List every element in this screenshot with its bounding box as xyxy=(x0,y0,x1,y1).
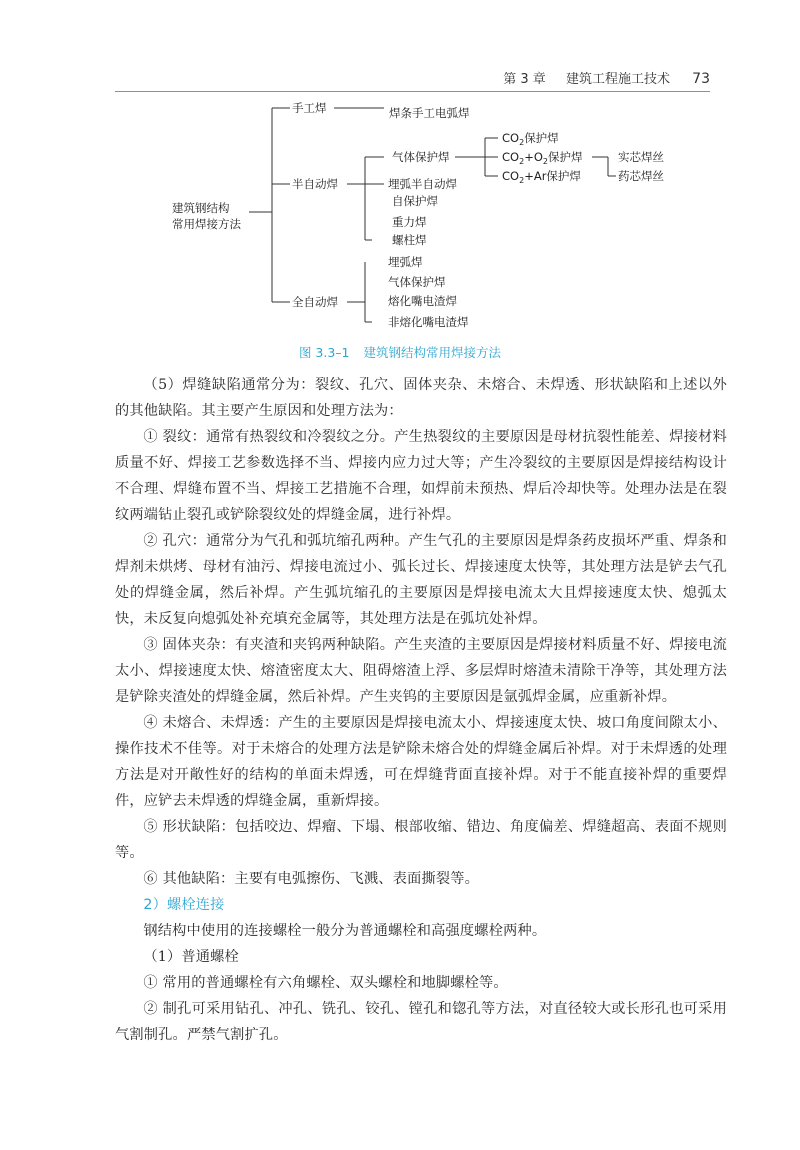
paragraph-cracks: ① 裂纹：通常有热裂纹和冷裂纹之分。产生热裂纹的主要原因是母材抗裂性能差、焊接材料质量不好、焊接工艺参数选择不当、焊接内应力过大等；产生冷裂纹的主要原因是焊接结构设计不合理、焊缝布置不当、焊接工艺措施不合理，如焊前未预热、焊后冷却快等。处理办法是在裂纹两端钻止裂孔或铲除裂纹处的焊缝金属，进行补焊。 xyxy=(115,429,727,523)
figure-caption xyxy=(0,343,800,361)
paragraph-ordinary-bolt-kinds: ① 常用的普通螺栓有六角螺栓、双头螺栓和地脚螺栓等。 xyxy=(143,975,508,991)
root-label-line2: 常用焊接方法 xyxy=(172,217,241,231)
root-label-line1: 建筑钢结构 xyxy=(172,201,230,215)
flux-cored-wire-label: 药芯焊丝 xyxy=(618,169,664,183)
paragraph-other-defects: ⑥ 其他缺陷：主要有电弧擦伤、飞溅、表面撕裂等。 xyxy=(143,871,480,887)
co2-o2-weld: $CO_2+O_2$保护焊 xyxy=(502,150,583,166)
semi-auto-weld-label: 半自动焊 xyxy=(292,177,338,191)
solid-wire-label: 实芯焊丝 xyxy=(618,150,664,164)
auto-item-1: 埋弧焊 xyxy=(388,255,423,269)
paragraph-inclusions: ③ 固体夹杂：有夹渣和夹钨两种缺陷。产生夹渣的主要原因是焊接材料质量不好、焊接电流太小、焊接速度太快、熔渣密度太大、阻碍熔渣上浮、多层焊时熔渣未清除干净等，其处理方法是铲除夹渣处的焊缝金属，然后补焊。产生夹钨的主要原因是氩弧焊金属，应重新补焊。 xyxy=(115,637,727,705)
semi-item-3: 重力焊 xyxy=(392,215,427,229)
auto-item-4: 非熔化嘴电渣焊 xyxy=(388,315,469,329)
paragraph-hole-making: ② 制孔可采用钻孔、冲孔、铣孔、铰孔、镗孔和锪孔等方法，对直径较大或长形孔也可采用气割制孔。严禁气割扩孔。 xyxy=(115,1001,727,1043)
page-number: 73 xyxy=(692,71,710,87)
auto-item-3: 熔化嘴电渣焊 xyxy=(388,294,457,308)
manual-weld-label: 手工焊 xyxy=(292,101,327,115)
semi-item-4: 螺柱焊 xyxy=(392,233,427,247)
figure-number: 图 3.3–1 xyxy=(298,345,350,360)
co2-ar-weld: $CO_2+Ar$保护焊 xyxy=(502,169,581,185)
figure-title: 建筑钢结构常用焊接方法 xyxy=(363,345,502,360)
auto-weld-label: 全自动焊 xyxy=(292,295,338,309)
body-text xyxy=(115,372,727,1048)
paragraph-defects-intro: （5）焊缝缺陷通常分为：裂纹、孔穴、固体夹杂、未熔合、未焊透、形状缺陷和上述以外的其他缺陷。其主要产生原因和处理方法为： xyxy=(115,377,727,419)
chapter-label: 第 3 章 xyxy=(503,72,546,87)
paragraph-shape-defects: ⑤ 形状缺陷：包括咬边、焊瘤、下塌、根部收缩、错边、角度偏差、焊缝超高、表面不规则等。 xyxy=(115,819,727,861)
subheading-ordinary-bolts: （1）普通螺栓 xyxy=(143,949,239,965)
gas-shielded-label: 气体保护焊 xyxy=(392,150,450,164)
co2-weld: $CO_2$保护焊 xyxy=(502,131,559,147)
paragraph-lack-of-fusion: ④ 未熔合、未焊透：产生的主要原因是焊接电流太小、焊接速度太快、坡口角度间隙太小、操作技术不佳等。对于未熔合的处理方法是铲除未熔合处的焊缝金属后补焊。对于未焊透的处理方法是对开敞性好的结构的单面未焊透，可在焊缝背面直接补焊。对于不能直接补焊的重要焊件，应铲去未焊透的焊缝金属，重新焊接。 xyxy=(115,715,727,809)
semi-item-1: 埋弧半自动焊 xyxy=(388,177,457,191)
auto-item-2: 气体保护焊 xyxy=(388,275,446,289)
chapter-title: 建筑工程施工技术 xyxy=(566,72,671,87)
paragraph-bolt-types: 钢结构中使用的连接螺栓一般分为普通螺栓和高强度螺栓两种。 xyxy=(143,923,547,939)
paragraph-cavities: ② 孔穴：通常分为气孔和弧坑缩孔两种。产生气孔的主要原因是焊条药皮损坏严重、焊条和焊剂未烘烤、母材有油污、焊接电流过小、弧长过长、焊接速度太快等，其处理方法是铲去气孔处的焊缝金属，然后补焊。产生弧坑缩孔的主要原因是焊接电流太大且焊接速度太快、熄弧太快，未反复向熄弧处补充填充金属等，其处理方法是在弧坑处补焊。 xyxy=(115,533,727,627)
manual-weld-item: 焊条手工电弧焊 xyxy=(389,106,470,120)
welding-methods-diagram xyxy=(0,0,800,340)
section-heading-bolts: 2）螺栓连接 xyxy=(143,897,225,913)
semi-item-2: 自保护焊 xyxy=(392,194,438,208)
